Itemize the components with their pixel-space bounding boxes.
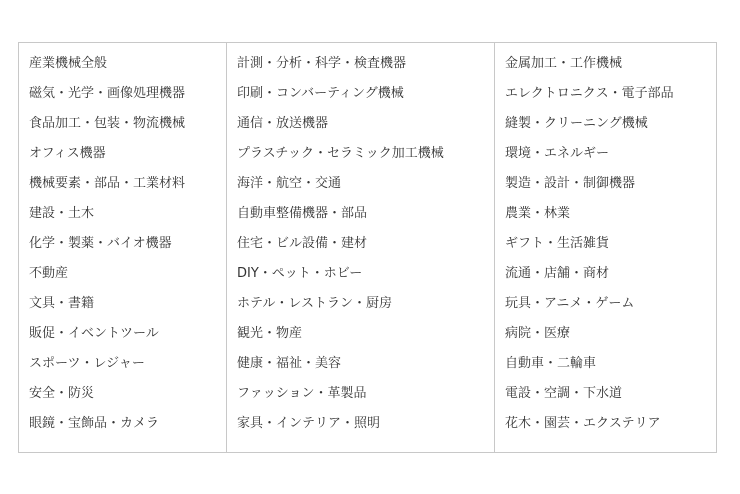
category-link[interactable]: ギフト・生活雑貨 <box>505 236 610 251</box>
category-link[interactable]: オフィス機器 <box>29 146 106 161</box>
category-link[interactable]: 印刷・コンバーティング機械 <box>237 86 404 101</box>
category-link[interactable]: 環境・エネルギー <box>505 146 610 161</box>
category-column-1 <box>19 43 226 452</box>
category-link[interactable]: 産業機械全般 <box>29 56 108 71</box>
category-link[interactable]: 安全・防災 <box>29 386 95 401</box>
category-link[interactable]: 自動車整備機器・部品 <box>237 206 368 221</box>
category-link[interactable]: 農業・林業 <box>505 206 571 221</box>
category-link[interactable]: スポーツ・レジャー <box>29 356 145 371</box>
category-link[interactable]: 計測・分析・科学・検査機器 <box>237 56 407 71</box>
category-link[interactable]: ファッション・革製品 <box>237 386 367 401</box>
category-link[interactable]: 家具・インテリア・照明 <box>237 416 381 431</box>
category-link[interactable]: DIY・ペット・ホビー <box>237 266 363 281</box>
category-link[interactable]: 海洋・航空・交通 <box>237 176 342 191</box>
category-link[interactable]: 金属加工・工作機械 <box>505 56 623 71</box>
category-link[interactable]: 玩具・アニメ・ゲーム <box>505 296 635 311</box>
category-link[interactable]: 縫製・クリーニング機械 <box>505 116 648 131</box>
category-link[interactable]: 眼鏡・宝飾品・カメラ <box>29 416 160 431</box>
category-link[interactable]: 食品加工・包装・物流機械 <box>29 116 186 131</box>
category-link[interactable]: 製造・設計・制御機器 <box>505 176 636 191</box>
category-link[interactable]: 文具・書籍 <box>29 296 95 311</box>
category-link[interactable]: 健康・福祉・美容 <box>237 356 342 371</box>
category-link[interactable]: 機械要素・部品・工業材料 <box>29 176 186 191</box>
category-link[interactable]: 住宅・ビル設備・建材 <box>237 236 368 251</box>
category-link[interactable]: 流通・店舗・商材 <box>505 266 610 281</box>
category-column-3 <box>494 43 716 452</box>
category-link[interactable]: 自動車・二輪車 <box>505 356 597 371</box>
category-link[interactable]: 電設・空調・下水道 <box>505 386 623 401</box>
category-link[interactable]: 不動産 <box>29 266 69 281</box>
category-link[interactable]: 観光・物産 <box>237 326 303 341</box>
category-link[interactable]: 花木・園芸・エクステリア <box>505 416 661 431</box>
category-link[interactable]: エレクトロニクス・電子部品 <box>505 86 674 101</box>
category-link[interactable]: 化学・製薬・バイオ機器 <box>29 236 172 251</box>
category-link[interactable]: 磁気・光学・画像処理機器 <box>29 86 186 101</box>
category-link[interactable]: 通信・放送機器 <box>237 116 329 131</box>
category-column-2 <box>226 43 494 452</box>
category-grid <box>18 42 717 453</box>
category-link[interactable]: 病院・医療 <box>505 326 571 341</box>
category-link[interactable]: 販促・イベントツール <box>29 326 159 341</box>
category-link[interactable]: 建設・土木 <box>29 206 95 221</box>
category-link[interactable]: ホテル・レストラン・厨房 <box>237 296 392 311</box>
category-link[interactable]: プラスチック・セラミック加工機械 <box>237 146 444 161</box>
